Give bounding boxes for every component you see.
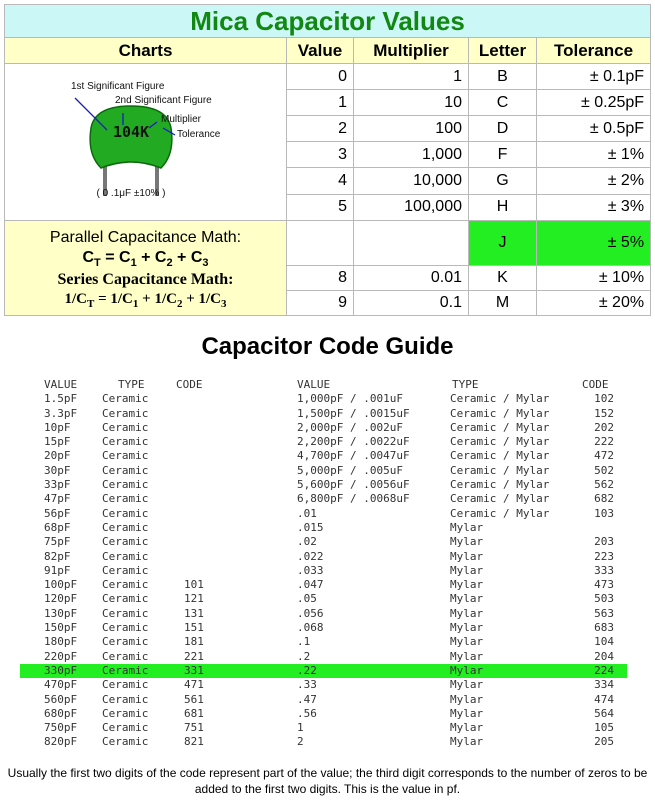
guide-cell-value: 20pF bbox=[44, 449, 71, 463]
table-row bbox=[5, 64, 651, 90]
parallel-math-title: Parallel Capacitance Math: bbox=[49, 229, 242, 247]
guide-cell-code-2: 503 bbox=[594, 592, 614, 606]
guide-cell-code-2: 102 bbox=[594, 392, 614, 406]
guide-cell-code: 331 bbox=[184, 663, 204, 677]
guide-row bbox=[0, 478, 655, 492]
guide-cell-type-2: Mylar bbox=[450, 520, 484, 534]
col-header-tolerance: Tolerance bbox=[537, 38, 651, 64]
guide-cell-value: 33pF bbox=[44, 478, 71, 492]
guide-cell-value: 75pF bbox=[44, 535, 71, 549]
letter-cell: C bbox=[469, 90, 537, 116]
guide-cell-code-2: 152 bbox=[594, 406, 614, 420]
guide-cell-code: 821 bbox=[184, 735, 204, 749]
value-cell: 8 bbox=[287, 265, 354, 290]
guide-row bbox=[0, 521, 655, 535]
guide-cell-type: Ceramic bbox=[102, 735, 149, 749]
guide-cell-code-2: 105 bbox=[594, 721, 614, 735]
guide-row bbox=[0, 635, 655, 649]
value-cell: 2 bbox=[287, 116, 354, 142]
guide-cell-code-2: 472 bbox=[594, 449, 614, 463]
guide-cell-code: 121 bbox=[184, 592, 204, 606]
guide-cell-type: Ceramic bbox=[102, 506, 149, 520]
guide-cell-code-2: 204 bbox=[594, 649, 614, 663]
guide-header-value: VALUE bbox=[44, 378, 78, 391]
value-cell bbox=[287, 220, 354, 265]
guide-row bbox=[0, 492, 655, 506]
guide-cell-code: 471 bbox=[184, 678, 204, 692]
guide-cell-type: Ceramic bbox=[102, 435, 149, 449]
guide-cell-type: Ceramic bbox=[102, 392, 149, 406]
guide-cell-code-2: 474 bbox=[594, 692, 614, 706]
guide-cell-value-2: .1 bbox=[297, 635, 311, 649]
guide-header-code-2: CODE bbox=[582, 378, 609, 391]
guide-cell-value: 10pF bbox=[44, 420, 71, 434]
multiplier-cell: 100 bbox=[354, 116, 469, 142]
guide-cell-value-2: .068 bbox=[297, 621, 324, 635]
guide-cell-value-2: 1 bbox=[297, 721, 304, 735]
guide-header-value-2: VALUE bbox=[297, 378, 331, 391]
guide-cell-value-2: 2 bbox=[297, 735, 304, 749]
guide-cell-type: Ceramic bbox=[102, 420, 149, 434]
guide-cell-type-2: Mylar bbox=[450, 606, 484, 620]
guide-cell-value-2: 2,200pF / .0022uF bbox=[297, 435, 410, 449]
guide-row bbox=[0, 535, 655, 549]
guide-cell-value: 30pF bbox=[44, 463, 71, 477]
guide-row bbox=[0, 564, 655, 578]
guide-cell-code-2: 104 bbox=[594, 635, 614, 649]
guide-cell-type-2: Mylar bbox=[450, 678, 484, 692]
guide-cell-type: Ceramic bbox=[102, 535, 149, 549]
col-header-value: Value bbox=[287, 38, 354, 64]
guide-cell-type-2: Mylar bbox=[450, 706, 484, 720]
guide-cell-code-2: 502 bbox=[594, 463, 614, 477]
label-second-figure: 2nd Significant Figure bbox=[115, 95, 212, 107]
letter-cell: G bbox=[469, 168, 537, 194]
guide-cell-value: 68pF bbox=[44, 520, 71, 534]
value-cell: 4 bbox=[287, 168, 354, 194]
guide-row bbox=[0, 550, 655, 564]
guide-row bbox=[0, 507, 655, 521]
tolerance-cell: ± 3% bbox=[537, 194, 651, 220]
value-cell: 5 bbox=[287, 194, 354, 220]
guide-cell-code: 181 bbox=[184, 635, 204, 649]
tolerance-cell: ± 2% bbox=[537, 168, 651, 194]
guide-row bbox=[0, 592, 655, 606]
guide-cell-type-2: Ceramic / Mylar bbox=[450, 463, 550, 477]
tolerance-cell: ± 1% bbox=[537, 142, 651, 168]
guide-cell-type-2: Mylar bbox=[450, 721, 484, 735]
guide-cell-type: Ceramic bbox=[102, 663, 149, 677]
guide-cell-value: 560pF bbox=[44, 692, 78, 706]
value-cell: 0 bbox=[287, 64, 354, 90]
col-header-charts: Charts bbox=[5, 38, 287, 64]
tolerance-cell-highlighted: ± 5% bbox=[537, 220, 651, 265]
letter-cell: D bbox=[469, 116, 537, 142]
guide-cell-value: 220pF bbox=[44, 649, 78, 663]
guide-row bbox=[0, 735, 655, 749]
guide-cell-value-2: 2,000pF / .002uF bbox=[297, 420, 403, 434]
guide-cell-type: Ceramic bbox=[102, 706, 149, 720]
guide-cell-type: Ceramic bbox=[102, 478, 149, 492]
guide-cell-code: 561 bbox=[184, 692, 204, 706]
guide-cell-type-2: Mylar bbox=[450, 649, 484, 663]
capacitor-diagram bbox=[5, 64, 287, 214]
guide-cell-type-2: Ceramic / Mylar bbox=[450, 420, 550, 434]
letter-cell-highlighted: J bbox=[469, 220, 537, 265]
guide-cell-code-2: 473 bbox=[594, 578, 614, 592]
guide-cell-value-2: .47 bbox=[297, 692, 317, 706]
mica-capacitor-table bbox=[4, 4, 651, 316]
guide-cell-type-2: Mylar bbox=[450, 735, 484, 749]
guide-cell-value: 82pF bbox=[44, 549, 71, 563]
label-tolerance: Tolerance bbox=[177, 129, 221, 141]
multiplier-cell: 10 bbox=[354, 90, 469, 116]
guide-cell-value: 100pF bbox=[44, 578, 78, 592]
guide-cell-type: Ceramic bbox=[102, 649, 149, 663]
guide-cell-type: Ceramic bbox=[102, 449, 149, 463]
capacitor-diagram-cell bbox=[5, 64, 287, 220]
guide-cell-value: 91pF bbox=[44, 563, 71, 577]
guide-cell-value-2: .047 bbox=[297, 578, 324, 592]
value-cell: 9 bbox=[287, 290, 354, 315]
guide-cell-type-2: Ceramic / Mylar bbox=[450, 392, 550, 406]
guide-cell-type: Ceramic bbox=[102, 520, 149, 534]
guide-cell-code-2: 564 bbox=[594, 706, 614, 720]
guide-cell-code: 151 bbox=[184, 621, 204, 635]
guide-cell-value: 130pF bbox=[44, 606, 78, 620]
guide-cell-code-2: 334 bbox=[594, 678, 614, 692]
label-multiplier: Multiplier bbox=[161, 114, 202, 126]
guide-cell-value-2: .01 bbox=[297, 506, 317, 520]
letter-cell: F bbox=[469, 142, 537, 168]
guide-cell-value: 15pF bbox=[44, 435, 71, 449]
guide-cell-type: Ceramic bbox=[102, 492, 149, 506]
guide-cell-value: 56pF bbox=[44, 506, 71, 520]
guide-row-highlighted bbox=[20, 664, 627, 678]
series-math-formula: $1/C_T = 1/C_1 + 1/C_2 + 1/C_3$ bbox=[64, 291, 227, 311]
guide-row bbox=[0, 392, 655, 406]
guide-cell-type-2: Mylar bbox=[450, 621, 484, 635]
guide-cell-type-2: Ceramic / Mylar bbox=[450, 406, 550, 420]
guide-cell-value: 820pF bbox=[44, 735, 78, 749]
letter-cell: H bbox=[469, 194, 537, 220]
letter-cell: M bbox=[469, 290, 537, 315]
multiplier-cell: 1,000 bbox=[354, 142, 469, 168]
guide-cell-value-2: 1,000pF / .001uF bbox=[297, 392, 403, 406]
guide-cell-code: 681 bbox=[184, 706, 204, 720]
guide-cell-type-2: Mylar bbox=[450, 549, 484, 563]
guide-cell-value-2: .33 bbox=[297, 678, 317, 692]
guide-cell-type-2: Ceramic / Mylar bbox=[450, 435, 550, 449]
guide-cell-value-2: .2 bbox=[297, 649, 311, 663]
guide-cell-type: Ceramic bbox=[102, 563, 149, 577]
guide-header-type-2: TYPE bbox=[452, 378, 479, 391]
guide-cell-type-2: Mylar bbox=[450, 635, 484, 649]
guide-cell-value: 1.5pF bbox=[44, 392, 78, 406]
guide-header-code: CODE bbox=[176, 378, 203, 391]
footnote: Usually the first two digits of the code represent part of the value; the third digit corresponds to the number of zeros to be added to the first two digits. This is the value in pf. bbox=[7, 766, 648, 796]
guide-cell-value-2: .015 bbox=[297, 520, 324, 534]
guide-cell-code-2: 224 bbox=[594, 663, 614, 677]
guide-cell-value: 680pF bbox=[44, 706, 78, 720]
guide-cell-code-2: 562 bbox=[594, 478, 614, 492]
guide-cell-value: 47pF bbox=[44, 492, 71, 506]
capacitor-code-text: 104K bbox=[112, 123, 150, 142]
guide-cell-type: Ceramic bbox=[102, 549, 149, 563]
guide-row bbox=[0, 421, 655, 435]
guide-cell-type-2: Ceramic / Mylar bbox=[450, 506, 550, 520]
guide-row bbox=[0, 650, 655, 664]
guide-cell-type: Ceramic bbox=[102, 592, 149, 606]
guide-cell-value: 3.3pF bbox=[44, 406, 78, 420]
guide-cell-value-2: 5,000pF / .005uF bbox=[297, 463, 403, 477]
capacitor-code-guide bbox=[0, 378, 655, 750]
guide-cell-value: 150pF bbox=[44, 621, 78, 635]
guide-cell-type: Ceramic bbox=[102, 578, 149, 592]
guide-cell-value-2: 5,600pF / .0056uF bbox=[297, 478, 410, 492]
guide-cell-type: Ceramic bbox=[102, 621, 149, 635]
letter-cell: K bbox=[469, 265, 537, 290]
guide-cell-value-2: .02 bbox=[297, 535, 317, 549]
tolerance-cell: ± 20% bbox=[537, 290, 651, 315]
guide-cell-type-2: Mylar bbox=[450, 592, 484, 606]
guide-cell-type: Ceramic bbox=[102, 678, 149, 692]
series-math-title: Series Capacitance Math: bbox=[57, 271, 234, 289]
guide-cell-value-2: 4,700pF / .0047uF bbox=[297, 449, 410, 463]
guide-cell-code: 101 bbox=[184, 578, 204, 592]
guide-cell-code-2: 202 bbox=[594, 420, 614, 434]
guide-cell-value-2: .56 bbox=[297, 706, 317, 720]
multiplier-cell: 100,000 bbox=[354, 194, 469, 220]
guide-row bbox=[0, 578, 655, 592]
guide-cell-type-2: Mylar bbox=[450, 535, 484, 549]
guide-cell-code-2: 203 bbox=[594, 535, 614, 549]
guide-cell-code-2: 333 bbox=[594, 563, 614, 577]
guide-cell-code-2: 683 bbox=[594, 621, 614, 635]
guide-row bbox=[0, 435, 655, 449]
col-header-multiplier: Multiplier bbox=[354, 38, 469, 64]
guide-row bbox=[0, 449, 655, 463]
diagram-caption: ( 0 .1μF ±10% ) bbox=[96, 188, 166, 200]
guide-header-type: TYPE bbox=[118, 378, 145, 391]
guide-cell-code-2: 563 bbox=[594, 606, 614, 620]
tolerance-cell: ± 10% bbox=[537, 265, 651, 290]
guide-cell-value: 120pF bbox=[44, 592, 78, 606]
guide-row bbox=[0, 707, 655, 721]
value-cell: 3 bbox=[287, 142, 354, 168]
guide-row bbox=[0, 721, 655, 735]
guide-cell-type: Ceramic bbox=[102, 692, 149, 706]
guide-title: Capacitor Code Guide bbox=[201, 333, 454, 360]
letter-cell: B bbox=[469, 64, 537, 90]
guide-header-row bbox=[0, 378, 655, 392]
guide-cell-code: 131 bbox=[184, 606, 204, 620]
guide-row bbox=[0, 464, 655, 478]
guide-cell-type: Ceramic bbox=[102, 606, 149, 620]
guide-cell-code: 221 bbox=[184, 649, 204, 663]
guide-cell-type-2: Mylar bbox=[450, 563, 484, 577]
guide-cell-type-2: Mylar bbox=[450, 663, 484, 677]
value-cell: 1 bbox=[287, 90, 354, 116]
guide-cell-type: Ceramic bbox=[102, 635, 149, 649]
guide-cell-type-2: Ceramic / Mylar bbox=[450, 449, 550, 463]
guide-row bbox=[0, 678, 655, 692]
multiplier-cell: 0.1 bbox=[354, 290, 469, 315]
multiplier-cell: 0.01 bbox=[354, 265, 469, 290]
table-row bbox=[5, 220, 651, 265]
guide-row bbox=[0, 621, 655, 635]
guide-cell-code-2: 223 bbox=[594, 549, 614, 563]
guide-row bbox=[0, 693, 655, 707]
guide-cell-value-2: .056 bbox=[297, 606, 324, 620]
guide-cell-value-2: .22 bbox=[297, 663, 317, 677]
guide-row bbox=[0, 407, 655, 421]
parallel-math-formula: $C_T = C_1 + C_2 + C_3$ bbox=[82, 249, 209, 270]
capacitance-math-cell bbox=[5, 220, 287, 315]
guide-cell-type: Ceramic bbox=[102, 406, 149, 420]
tolerance-cell: ± 0.25pF bbox=[537, 90, 651, 116]
guide-cell-value: 330pF bbox=[44, 663, 78, 677]
guide-cell-type-2: Ceramic / Mylar bbox=[450, 492, 550, 506]
guide-cell-value-2: 1,500pF / .0015uF bbox=[297, 406, 410, 420]
col-header-letter: Letter bbox=[469, 38, 537, 64]
guide-cell-type: Ceramic bbox=[102, 463, 149, 477]
multiplier-cell: 10,000 bbox=[354, 168, 469, 194]
guide-cell-code: 751 bbox=[184, 721, 204, 735]
guide-cell-value-2: 6,800pF / .0068uF bbox=[297, 492, 410, 506]
guide-row bbox=[0, 607, 655, 621]
guide-cell-value: 750pF bbox=[44, 721, 78, 735]
table-title: Mica Capacitor Values bbox=[5, 5, 651, 38]
guide-cell-value: 470pF bbox=[44, 678, 78, 692]
guide-cell-type-2: Ceramic / Mylar bbox=[450, 478, 550, 492]
guide-cell-code-2: 222 bbox=[594, 435, 614, 449]
tolerance-cell: ± 0.1pF bbox=[537, 64, 651, 90]
guide-cell-value: 180pF bbox=[44, 635, 78, 649]
guide-cell-value-2: .022 bbox=[297, 549, 324, 563]
guide-cell-value-2: .033 bbox=[297, 563, 324, 577]
label-first-figure: 1st Significant Figure bbox=[71, 81, 165, 93]
guide-cell-type: Ceramic bbox=[102, 721, 149, 735]
guide-cell-type-2: Mylar bbox=[450, 578, 484, 592]
guide-cell-code-2: 682 bbox=[594, 492, 614, 506]
multiplier-cell: 1 bbox=[354, 64, 469, 90]
tolerance-cell: ± 0.5pF bbox=[537, 116, 651, 142]
guide-cell-type-2: Mylar bbox=[450, 692, 484, 706]
guide-cell-code-2: 103 bbox=[594, 506, 614, 520]
guide-cell-value-2: .05 bbox=[297, 592, 317, 606]
guide-cell-code-2: 205 bbox=[594, 735, 614, 749]
multiplier-cell bbox=[354, 220, 469, 265]
